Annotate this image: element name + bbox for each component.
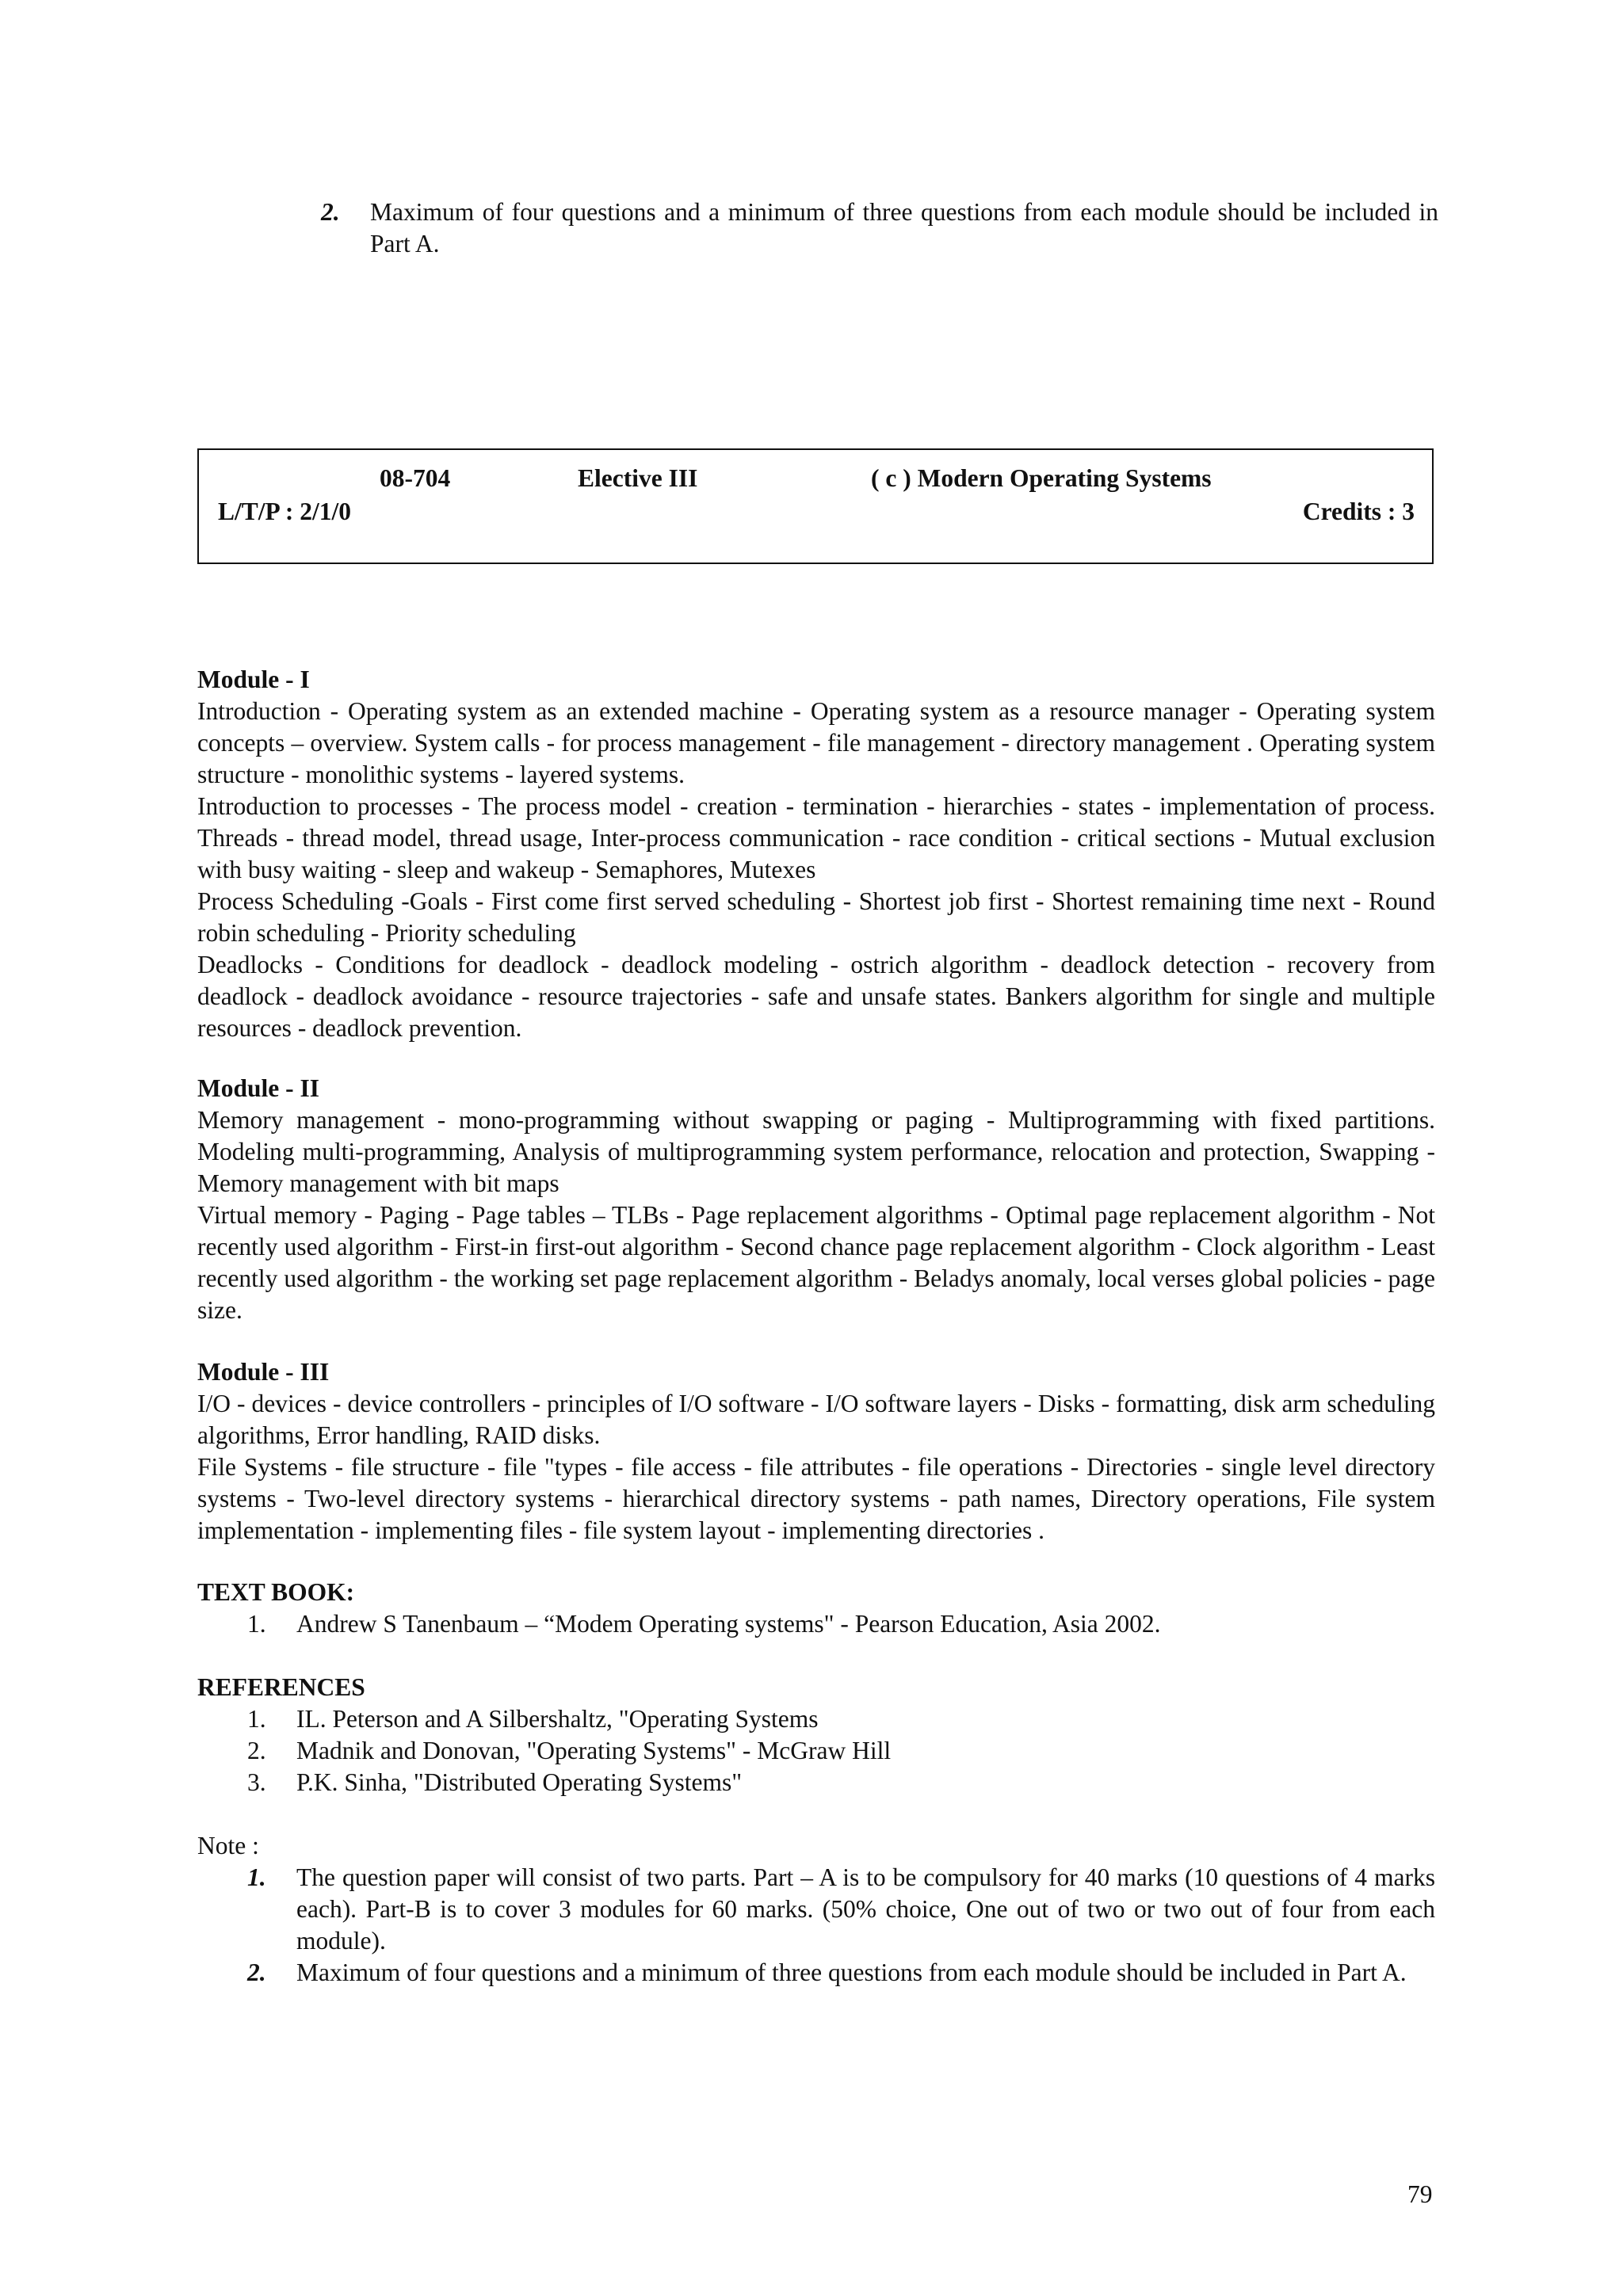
module-1-paragraph: Introduction - Operating system as an extended machine - Operating system as a resource manager - Operating system concepts – overview. System calls - for process management - file management - directory management . Operating system structure - monolithic systems - layered systems. bbox=[197, 697, 1435, 788]
module-1-paragraph: Deadlocks - Conditions for deadlock - deadlock modeling - ostrich algorithm - deadlock detection - recovery from deadlock - deadlock avoidance - resource trajectories - safe and unsafe states. Bankers algorithm for single and multiple resources - deadlock prevention. bbox=[197, 951, 1435, 1042]
list-item bbox=[197, 1608, 1435, 1640]
module-3-heading: Module - III bbox=[197, 1358, 330, 1386]
list-item-number: 1. bbox=[247, 1610, 266, 1638]
module-2-heading: Module - II bbox=[197, 1074, 320, 1102]
module-1-paragraph: Process Scheduling -Goals - First come first served scheduling - Shortest job first - Shortest remaining time next - Round robin scheduling - Priority scheduling bbox=[197, 887, 1435, 947]
list-item-text: Andrew S Tanenbaum – “Modem Operating systems" - Pearson Education, Asia 2002. bbox=[296, 1610, 1161, 1638]
module-3-content bbox=[197, 1388, 1435, 1547]
references-heading: REFERENCES bbox=[197, 1673, 365, 1701]
list-item-number: 1. bbox=[247, 1705, 266, 1733]
list-item bbox=[197, 1957, 1435, 1989]
list-item-number: 2. bbox=[247, 1737, 266, 1764]
course-credits: Credits : 3 bbox=[1302, 498, 1415, 525]
list-item bbox=[197, 1862, 1435, 1957]
module-1-paragraph: Introduction to processes - The process model - creation - termination - hierarchies - states - implementation of process. Threads - thread model, thread usage, Inter-process communication - race condition - critical sections - Mutual exclusion with busy waiting - sleep and wakeup - Semaphores, Mutexes bbox=[197, 792, 1435, 883]
note-list bbox=[197, 1862, 1435, 1989]
module-2-paragraph: Virtual memory - Paging - Page tables – TLBs - Page replacement algorithms - Optimal page replacement algorithm - Not recently used algorithm - First-in first-out algorithm - Second chance page replacement algorithm - Clock algorithm - Least recently used algorithm - the working set page replacement algorithm - Beladys anomaly, local verses global policies - page size. bbox=[197, 1201, 1435, 1324]
top-note-text: Maximum of four questions and a minimum of three questions from each module should be included in Part A. bbox=[370, 198, 1438, 257]
list-item-text: P.K. Sinha, "Distributed Operating Systems" bbox=[296, 1768, 743, 1796]
list-item-number: 2. bbox=[247, 1958, 266, 1986]
top-note bbox=[321, 196, 1438, 260]
module-3-paragraph: I/O - devices - device controllers - principles of I/O software - I/O software layers - Disks - formatting, disk arm scheduling algorithms, Error handling, RAID disks. bbox=[197, 1390, 1435, 1449]
course-header-box bbox=[197, 448, 1434, 564]
list-item-text: IL. Peterson and A Silbershaltz, "Operating Systems bbox=[296, 1705, 819, 1733]
list-item-text: Madnik and Donovan, "Operating Systems" - McGraw Hill bbox=[296, 1737, 892, 1764]
course-ltp: L/T/P : 2/1/0 bbox=[218, 498, 352, 525]
list-item-text: The question paper will consist of two parts. Part – A is to be compulsory for 40 marks (10 questions of 4 marks each). Part-B is to cover 3 modules for 60 marks. (50% choice, One out of two or two out of four from each module). bbox=[296, 1863, 1435, 1955]
module-3-paragraph: File Systems - file structure - file "types - file access - file attributes - file operations - Directories - single level directory systems - Two-level directory systems - hierarchical directory systems - path names, Directory operations, File system implementation - implementing files - file system layout - implementing directories . bbox=[197, 1453, 1435, 1544]
list-item bbox=[197, 1767, 1435, 1798]
course-elective: Elective III bbox=[578, 464, 698, 492]
module-2-paragraph: Memory management - mono-programming without swapping or paging - Multiprogramming with fixed partitions. Modeling multi-programming, Analysis of multiprogramming system performance, relocation and protection, Swapping - Memory management with bit maps bbox=[197, 1106, 1435, 1197]
top-note-number: 2. bbox=[321, 198, 340, 226]
module-1-heading: Module - I bbox=[197, 666, 310, 693]
course-title: ( c ) Modern Operating Systems bbox=[871, 464, 1212, 492]
list-item-text: Maximum of four questions and a minimum of three questions from each module should be included in Part A. bbox=[296, 1958, 1407, 1986]
list-item bbox=[197, 1735, 1435, 1767]
references-list bbox=[197, 1703, 1435, 1798]
note-label: Note : bbox=[197, 1832, 259, 1859]
textbook-heading: TEXT BOOK: bbox=[197, 1578, 355, 1606]
list-item-number: 3. bbox=[247, 1768, 266, 1796]
course-code: 08-704 bbox=[380, 464, 451, 492]
textbook-list bbox=[197, 1608, 1435, 1640]
page-number: 79 bbox=[1407, 2180, 1433, 2208]
module-1-content bbox=[197, 696, 1435, 1044]
list-item bbox=[197, 1703, 1435, 1735]
list-item-number: 1. bbox=[247, 1863, 266, 1891]
module-2-content bbox=[197, 1104, 1435, 1326]
